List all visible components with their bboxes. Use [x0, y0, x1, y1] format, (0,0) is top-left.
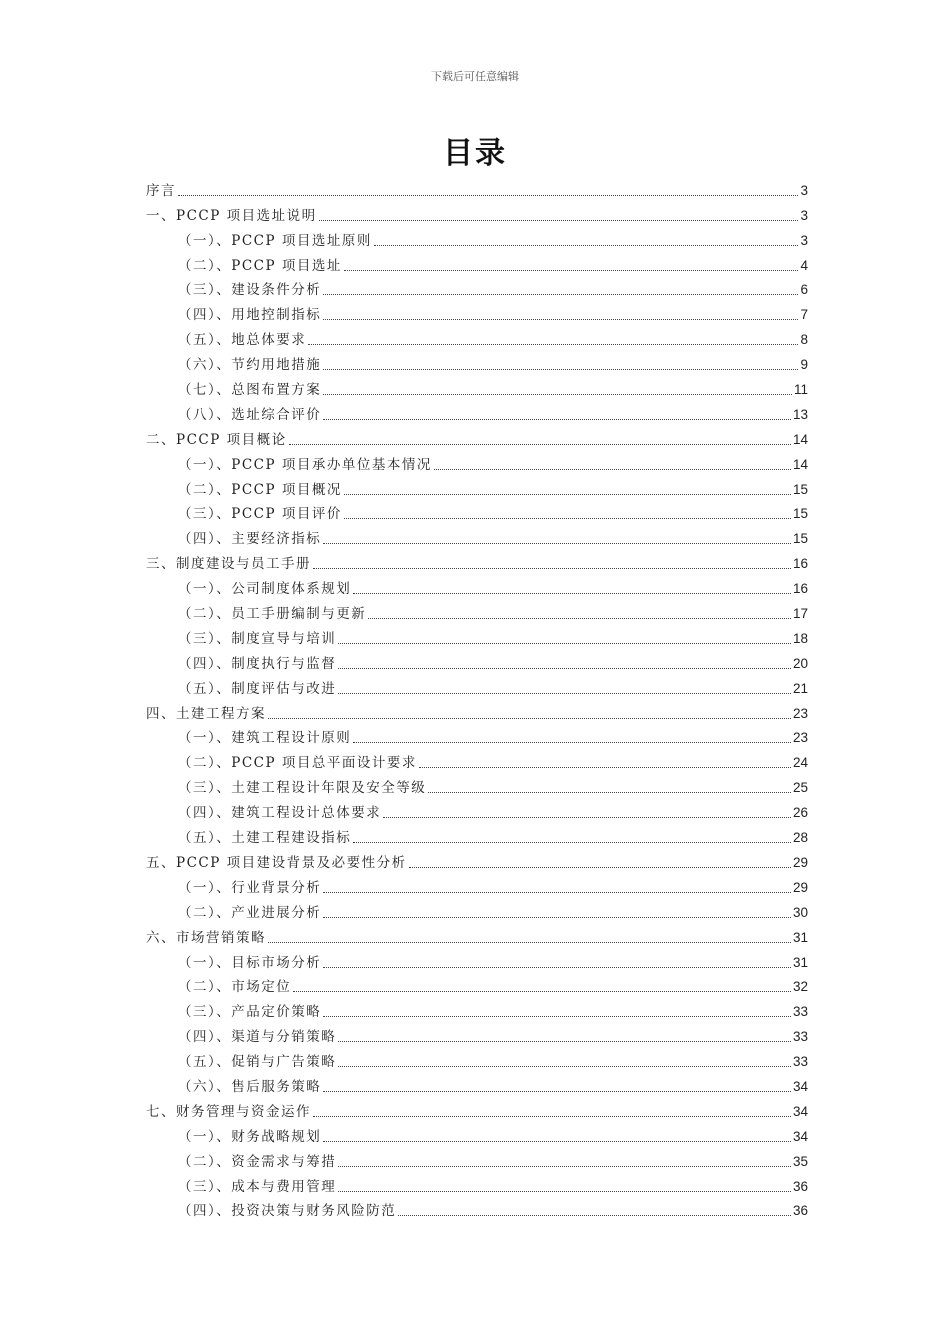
toc-entry-title: （一）、建筑工程设计原则 — [178, 730, 352, 747]
toc-entry[interactable] — [146, 997, 808, 1022]
toc-entry-page-number: 31 — [792, 929, 808, 945]
toc-entry[interactable] — [146, 898, 808, 923]
toc-entry-page-number: 15 — [792, 481, 808, 497]
toc-entry-page-number: 16 — [792, 581, 808, 597]
toc-entry-title: （三）、制度宣导与培训 — [178, 630, 337, 647]
toc-entry[interactable] — [146, 226, 808, 251]
toc-entry[interactable] — [146, 1197, 808, 1222]
toc-entry-title: （三）、产品定价策略 — [178, 1004, 322, 1021]
toc-entry[interactable] — [146, 848, 808, 873]
toc-entry-page-number: 15 — [792, 531, 808, 547]
dot-leader — [323, 966, 791, 968]
toc-entry[interactable] — [146, 176, 808, 201]
toc-entry-page-number: 29 — [792, 879, 808, 895]
toc-entry-title: （一）、PCCP 项目承办单位基本情况 — [178, 456, 432, 473]
toc-entry-title: （二）、市场定位 — [178, 979, 292, 996]
dot-leader — [289, 443, 791, 445]
dot-leader — [368, 617, 791, 619]
toc-entry-title: （四）、投资决策与财务风险防范 — [178, 1203, 397, 1220]
toc-entry[interactable] — [146, 973, 808, 998]
toc-entry-title: （三）、PCCP 项目评价 — [178, 506, 342, 523]
toc-entry-title: （五）、制度评估与改进 — [178, 680, 337, 697]
toc-entry[interactable] — [146, 1172, 808, 1197]
toc-entry[interactable] — [146, 1072, 808, 1097]
toc-entry-page-number: 35 — [792, 1153, 808, 1169]
toc-entry-title: （三）、成本与费用管理 — [178, 1178, 337, 1195]
dot-leader — [323, 293, 798, 295]
toc-entry-page-number: 33 — [792, 1004, 808, 1020]
toc-entry[interactable] — [146, 923, 808, 948]
toc-entry[interactable] — [146, 699, 808, 724]
dot-leader — [293, 990, 791, 992]
toc-entry-page-number: 3 — [800, 207, 808, 223]
toc-entry-page-number: 36 — [792, 1178, 808, 1194]
toc-entry-page-number: 8 — [800, 332, 808, 348]
toc-entry-page-number: 23 — [792, 730, 808, 746]
dot-leader — [419, 766, 791, 768]
dot-leader — [308, 343, 798, 345]
dot-leader — [344, 493, 791, 495]
toc-entry[interactable] — [146, 475, 808, 500]
dot-leader — [323, 916, 791, 918]
dot-leader — [268, 717, 791, 719]
dot-leader — [338, 1065, 791, 1067]
toc-entry-page-number: 13 — [792, 406, 808, 422]
dot-leader — [338, 1040, 791, 1042]
toc-entry[interactable] — [146, 375, 808, 400]
toc-entry-title: （二）、员工手册编制与更新 — [178, 606, 367, 623]
toc-entry[interactable] — [146, 574, 808, 599]
toc-entry[interactable] — [146, 425, 808, 450]
dot-leader — [323, 393, 792, 395]
toc-entry[interactable] — [146, 948, 808, 973]
toc-entry-page-number: 30 — [792, 904, 808, 920]
toc-entry-page-number: 6 — [800, 282, 808, 298]
toc-entry-page-number: 31 — [792, 954, 808, 970]
toc-entry-title: （五）、地总体要求 — [178, 332, 307, 349]
toc-entry[interactable] — [146, 400, 808, 425]
toc-entry-title: （六）、节约用地措施 — [178, 357, 322, 374]
toc-entry-page-number: 7 — [800, 307, 808, 323]
toc-entry-title: （七）、总图布置方案 — [178, 382, 322, 399]
dot-leader — [323, 542, 791, 544]
toc-entry-title: （二）、PCCP 项目总平面设计要求 — [178, 755, 417, 772]
toc-entry-title: （四）、建筑工程设计总体要求 — [178, 805, 382, 822]
toc-entry-title: （一）、行业背景分析 — [178, 879, 322, 896]
dot-leader — [344, 269, 799, 271]
toc-entry-page-number: 18 — [792, 630, 808, 646]
toc-entry-page-number: 25 — [792, 780, 808, 796]
toc-entry[interactable] — [146, 873, 808, 898]
dot-leader — [398, 1214, 791, 1216]
dot-leader — [323, 368, 798, 370]
toc-entry-page-number: 14 — [792, 431, 808, 447]
toc-entry-title: 三、制度建设与员工手册 — [146, 556, 311, 573]
toc-entry-page-number: 14 — [792, 456, 808, 472]
dot-leader — [338, 692, 791, 694]
toc-entry-page-number: 32 — [792, 979, 808, 995]
toc-entry-title: （三）、土建工程设计年限及安全等级 — [178, 780, 427, 797]
dot-leader — [338, 642, 791, 644]
toc-entry-page-number: 15 — [792, 506, 808, 522]
toc-entry-page-number: 24 — [792, 755, 808, 771]
dot-leader — [374, 244, 799, 246]
toc-entry[interactable] — [146, 1047, 808, 1072]
toc-entry[interactable] — [146, 724, 808, 749]
toc-entry[interactable] — [146, 1122, 808, 1147]
dot-leader — [383, 816, 791, 818]
toc-entry-title: （二）、PCCP 项目概况 — [178, 481, 342, 498]
toc-entry-title: （一）、财务战略规划 — [178, 1128, 322, 1145]
toc-title: 目录 — [443, 136, 507, 171]
toc-entry[interactable] — [146, 649, 808, 674]
dot-leader — [353, 592, 791, 594]
toc-entry-page-number: 3 — [800, 232, 808, 248]
dot-leader — [313, 1115, 791, 1117]
toc-entry[interactable] — [146, 524, 808, 549]
toc-entry-title: （四）、渠道与分销策略 — [178, 1029, 337, 1046]
toc-entry-title: （一）、PCCP 项目选址原则 — [178, 232, 372, 249]
toc-entry-title: （六）、售后服务策略 — [178, 1078, 322, 1095]
header-note: 下载后可任意编辑 — [431, 70, 519, 83]
toc-entry-title: 七、财务管理与资金运作 — [146, 1103, 311, 1120]
toc-entry-page-number: 4 — [800, 257, 808, 273]
toc-entry-page-number: 28 — [792, 830, 808, 846]
dot-leader — [344, 517, 791, 519]
toc-entry-page-number: 23 — [792, 705, 808, 721]
toc-entry-page-number: 21 — [792, 680, 808, 696]
dot-leader — [313, 567, 791, 569]
dot-leader — [353, 841, 791, 843]
dot-leader — [323, 318, 798, 320]
toc-entry-page-number: 17 — [792, 606, 808, 622]
toc-entry[interactable] — [146, 450, 808, 475]
toc-entry-page-number: 3 — [800, 182, 808, 198]
toc-entry[interactable] — [146, 599, 808, 624]
toc-entry-title: （三）、建设条件分析 — [178, 282, 322, 299]
dot-leader — [323, 1015, 791, 1017]
toc-entry[interactable] — [146, 1022, 808, 1047]
toc-entry[interactable] — [146, 500, 808, 525]
toc-entry-title: （一）、公司制度体系规划 — [178, 581, 352, 598]
dot-leader — [323, 1090, 791, 1092]
toc-entry-title: 六、市场营销策略 — [146, 929, 266, 946]
toc-entry-page-number: 9 — [800, 357, 808, 373]
toc-entry-page-number: 33 — [792, 1029, 808, 1045]
toc-entry-title: （四）、主要经济指标 — [178, 531, 322, 548]
dot-leader — [434, 468, 791, 470]
toc-entry-page-number: 36 — [792, 1203, 808, 1219]
toc-entry-page-number: 34 — [792, 1128, 808, 1144]
toc-entry-title: （二）、PCCP 项目选址 — [178, 257, 342, 274]
dot-leader — [338, 1190, 791, 1192]
toc-entry-title: 二、PCCP 项目概论 — [146, 431, 287, 448]
dot-leader — [323, 418, 791, 420]
toc-entry-title: （一）、目标市场分析 — [178, 954, 322, 971]
toc-entry-title: （五）、促销与广告策略 — [178, 1054, 337, 1071]
dot-leader — [353, 741, 791, 743]
dot-leader — [338, 667, 791, 669]
dot-leader — [178, 194, 798, 196]
toc-entry-page-number: 11 — [793, 382, 808, 398]
dot-leader — [268, 941, 791, 943]
dot-leader — [428, 791, 791, 793]
dot-leader — [338, 1165, 791, 1167]
toc-entry-title: （四）、用地控制指标 — [178, 307, 322, 324]
toc-entry-title: （二）、资金需求与筹措 — [178, 1153, 337, 1170]
toc-entry-title: 序言 — [146, 182, 176, 199]
toc-entry-page-number: 33 — [792, 1054, 808, 1070]
toc-entry[interactable] — [146, 251, 808, 276]
dot-leader — [323, 1140, 791, 1142]
toc-entry-title: 五、PCCP 项目建设背景及必要性分析 — [146, 854, 407, 871]
dot-leader — [323, 891, 791, 893]
toc-entry[interactable] — [146, 748, 808, 773]
toc-entry-title: 一、PCCP 项目选址说明 — [146, 207, 317, 224]
toc-entry[interactable] — [146, 1147, 808, 1172]
toc-entry[interactable] — [146, 1097, 808, 1122]
toc-entry-page-number: 34 — [792, 1078, 808, 1094]
toc-entry[interactable] — [146, 674, 808, 699]
toc-entry-page-number: 29 — [792, 854, 808, 870]
toc-entry[interactable] — [146, 798, 808, 823]
toc-entry[interactable] — [146, 549, 808, 574]
toc-entry[interactable] — [146, 823, 808, 848]
toc-entry-page-number: 26 — [792, 805, 808, 821]
toc-entry[interactable] — [146, 624, 808, 649]
toc-entry-page-number: 20 — [792, 655, 808, 671]
toc-entry-page-number: 34 — [792, 1103, 808, 1119]
toc-entry-title: （五）、土建工程建设指标 — [178, 830, 352, 847]
toc-entry[interactable] — [146, 300, 808, 325]
toc-entry-title: 四、土建工程方案 — [146, 705, 266, 722]
toc-entry[interactable] — [146, 773, 808, 798]
toc-entry-title: （二）、产业进展分析 — [178, 904, 322, 921]
toc-entry-title: （四）、制度执行与监督 — [178, 655, 337, 672]
toc-entry[interactable] — [146, 350, 808, 375]
dot-leader — [319, 219, 799, 221]
toc-entry[interactable] — [146, 276, 808, 301]
table-of-contents — [146, 176, 808, 1221]
toc-entry-page-number: 16 — [792, 556, 808, 572]
dot-leader — [409, 866, 791, 868]
toc-entry[interactable] — [146, 325, 808, 350]
toc-entry[interactable] — [146, 201, 808, 226]
toc-entry-title: （八）、选址综合评价 — [178, 406, 322, 423]
